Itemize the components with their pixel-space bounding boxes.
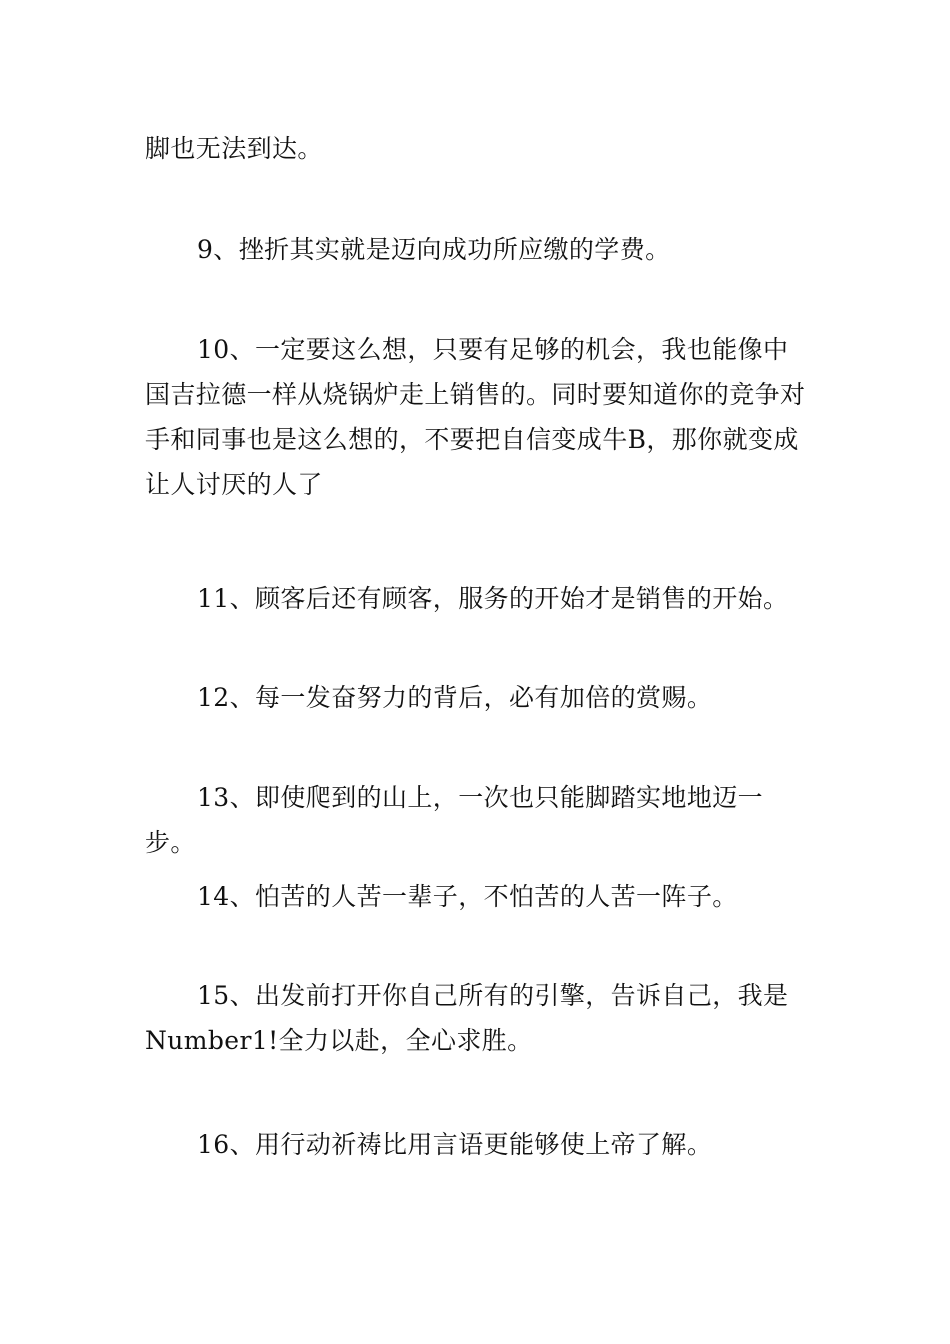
- paragraph-item-11: 11、顾客后还有顾客，服务的开始才是销售的开始。: [197, 584, 789, 613]
- paragraph-item-15: 15、出发前打开你自己所有的引擎，告诉自己，我是Number1!全力以赴，全心求胜。: [145, 981, 789, 1055]
- paragraph-continuation: 脚也无法到达。: [145, 134, 323, 163]
- paragraph-item-16: 16、用行动祈祷比用言语更能够使上帝了解。: [197, 1130, 713, 1159]
- paragraph-item-13: 13、即使爬到的山上，一次也只能脚踏实地地迈一步。: [145, 783, 764, 857]
- paragraph-item-14: 14、怕苦的人苦一辈子，不怕苦的人苦一阵子。: [197, 882, 738, 911]
- paragraph-item-10: 10、一定要这么想，只要有足够的机会，我也能像中国吉拉德一样从烧锅炉走上销售的。同时要知道你的竞争对手和同事也是这么想的，不要把自信变成牛B，那你就变成让人讨厌的人了: [145, 335, 806, 499]
- paragraph-item-12: 12、每一发奋努力的背后，必有加倍的赏赐。: [197, 683, 713, 712]
- paragraph-item-9: 9、挫折其实就是迈向成功所应缴的学费。: [197, 235, 671, 264]
